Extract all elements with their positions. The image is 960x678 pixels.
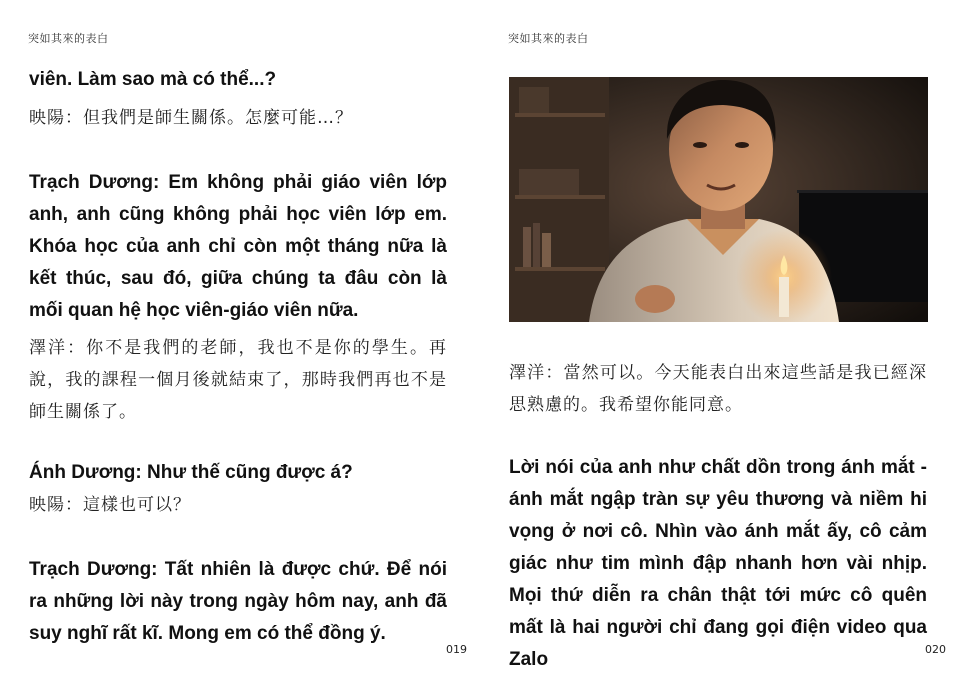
vi-paragraph: Trạch Dương: Em không phải giáo viên lớp anh, anh cũng không phải học viên lớp em. Khóa học của anh chỉ còn một tháng nữa là kết thúc, sau đó, giữa chúng ta đâu còn là mối quan hệ học viên-giáo viên nữa. [29, 172, 447, 321]
page-number: 019 [446, 643, 467, 656]
zh-paragraph: 映陽：這樣也可以？ [29, 495, 191, 515]
zh-paragraph: 澤洋：當然可以。今天能表白出來這些話是我已經深思熟慮的。我希望你能同意。 [509, 363, 927, 415]
vi-paragraph: Ánh Dương: Như thế cũng được á? [29, 462, 353, 483]
vi-paragraph: Lời nói của anh như chất dồn trong ánh mắt - ánh mắt ngập tràn sự yêu thương và niềm hi vọng ở nơi cô. Nhìn vào ánh mắt ấy, cô cảm giác như tim mình đập nhanh hơn vài nhịp. Mọi thứ diễn ra chân thật tới mức cô quên mất là hai người chỉ đang gọi điện video qua Zalo [509, 457, 927, 670]
running-head: 突如其來的表白 [28, 32, 109, 45]
vi-paragraph: viên. Làm sao mà có thể...? [29, 69, 277, 90]
zh-paragraph: 澤洋：你不是我們的老師，我也不是你的學生。再說，我的課程一個月後就結束了，那時我們再也不是師生關係了。 [29, 338, 447, 422]
illustration-photo [509, 77, 928, 322]
zh-paragraph: 映陽：但我們是師生關係。怎麼可能…？ [29, 108, 353, 128]
vi-paragraph: Trạch Dương: Tất nhiên là được chứ. Để nói ra những lời này trong ngày hôm nay, anh đã suy nghĩ rất kĩ. Mong em có thể đồng ý. [29, 559, 447, 644]
running-head: 突如其來的表白 [508, 32, 589, 45]
page-number: 020 [925, 643, 946, 656]
right-page [480, 0, 960, 678]
